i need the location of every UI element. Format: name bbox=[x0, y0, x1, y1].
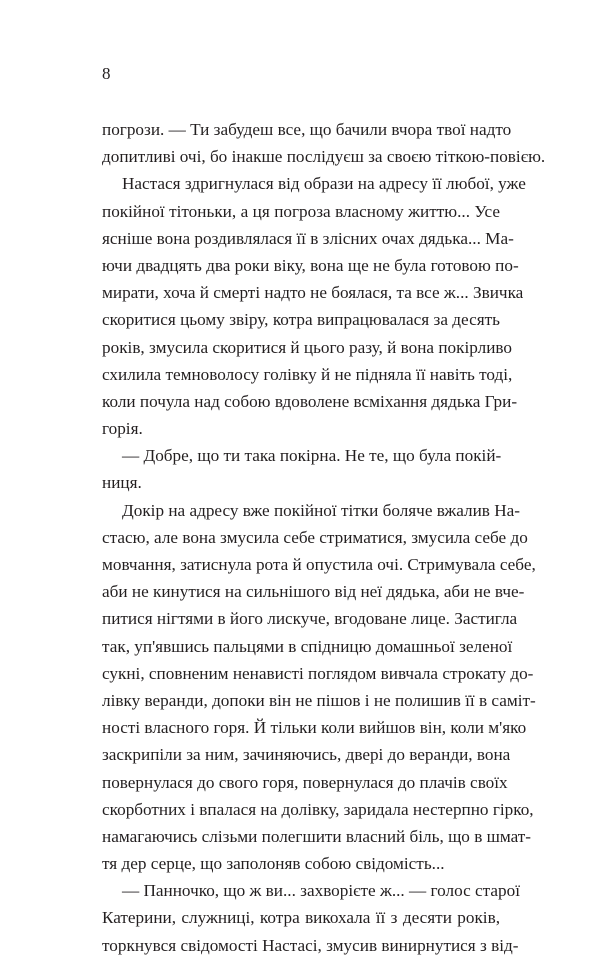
text-line: мирати, хоча й смерті надто не боялася, та все ж... Звичка bbox=[102, 283, 524, 303]
text-line: років, змусила скоритися й цього разу, й вона покірливо bbox=[102, 337, 513, 357]
text-line: питися нігтями в його лискуче, вгодоване лице. Застигла bbox=[102, 609, 518, 629]
text-line: горія. bbox=[102, 419, 143, 439]
text-line: Настася здригнулася від образи на адресу її любої, уже bbox=[122, 174, 526, 194]
text-line: аби не кинутися на сильнішого від неї дядька, аби не вче- bbox=[102, 582, 525, 602]
page-number: 8 bbox=[102, 64, 111, 83]
text-line: — Панночко, що ж ви... захворієте ж... — голос старої bbox=[122, 881, 520, 901]
text-line: покійної тітоньки, а ця погроза власному життю... Усе bbox=[102, 201, 500, 221]
text-line: лівку веранди, допоки він не пішов і не полишив її в саміт- bbox=[102, 690, 536, 710]
text-line: торкнувся свідомості Настасі, змусив винирнутися з від- bbox=[102, 935, 519, 955]
text-line: стасю, але вона змусила себе стриматися, змусила себе до bbox=[102, 527, 528, 547]
text-line: ності власного горя. Й тільки коли вийшов він, коли м'яко bbox=[102, 718, 527, 738]
text-line: сукні, сповненим ненависті поглядом вивчала строкату до- bbox=[102, 663, 534, 683]
text-line: коли почула над собою вдоволене всміхання дядька Гри- bbox=[102, 391, 518, 411]
text-line: скорботних і впалася на долівку, заридала нестерпно гірко, bbox=[102, 799, 534, 819]
text-line: ючи двадцять два роки віку, вона ще не була готовою по- bbox=[102, 255, 519, 275]
text-line: заскрипіли за ним, зачиняючись, двері до веранди, вона bbox=[102, 745, 511, 765]
text-line: — Добре, що ти така покірна. Не те, що була покій- bbox=[122, 446, 502, 466]
text-line: Докір на адресу вже покійної тітки боляче вжалив На- bbox=[122, 500, 520, 520]
text-line: ясніше вона роздивлялася її в злісних очах дядька... Ма- bbox=[102, 228, 514, 248]
text-line: скоритися цьому звіру, котра випрацювалася за десять bbox=[102, 310, 500, 330]
text-line: так, уп'явшись пальцями в спідницю домашньої зеленої bbox=[102, 636, 513, 656]
text-line: допитливі очі, бо інакше послідуєш за своєю тіткою-повією. bbox=[102, 147, 546, 167]
body-text bbox=[102, 116, 546, 959]
text-line: намагаючись слізьми полегшити власний біль, що в шмат- bbox=[102, 826, 532, 846]
text-line: ниця. bbox=[102, 473, 142, 493]
text-line: схилила темноволосу голівку й не підняла її навіть тоді, bbox=[102, 364, 513, 384]
text-line: повернулася до свого горя, повернулася до плачів своїх bbox=[102, 772, 508, 792]
text-line: Катерини, служниці, котра викохала її з десяти років, bbox=[102, 908, 500, 928]
text-line: мовчання, затиснула рота й опустила очі. Стримувала себе, bbox=[102, 555, 536, 574]
text-line: погрози. — Ти забудеш все, що бачили вчора твої надто bbox=[102, 120, 512, 139]
text-line: тя дер серце, що заполоняв собою свідомість... bbox=[102, 854, 445, 874]
